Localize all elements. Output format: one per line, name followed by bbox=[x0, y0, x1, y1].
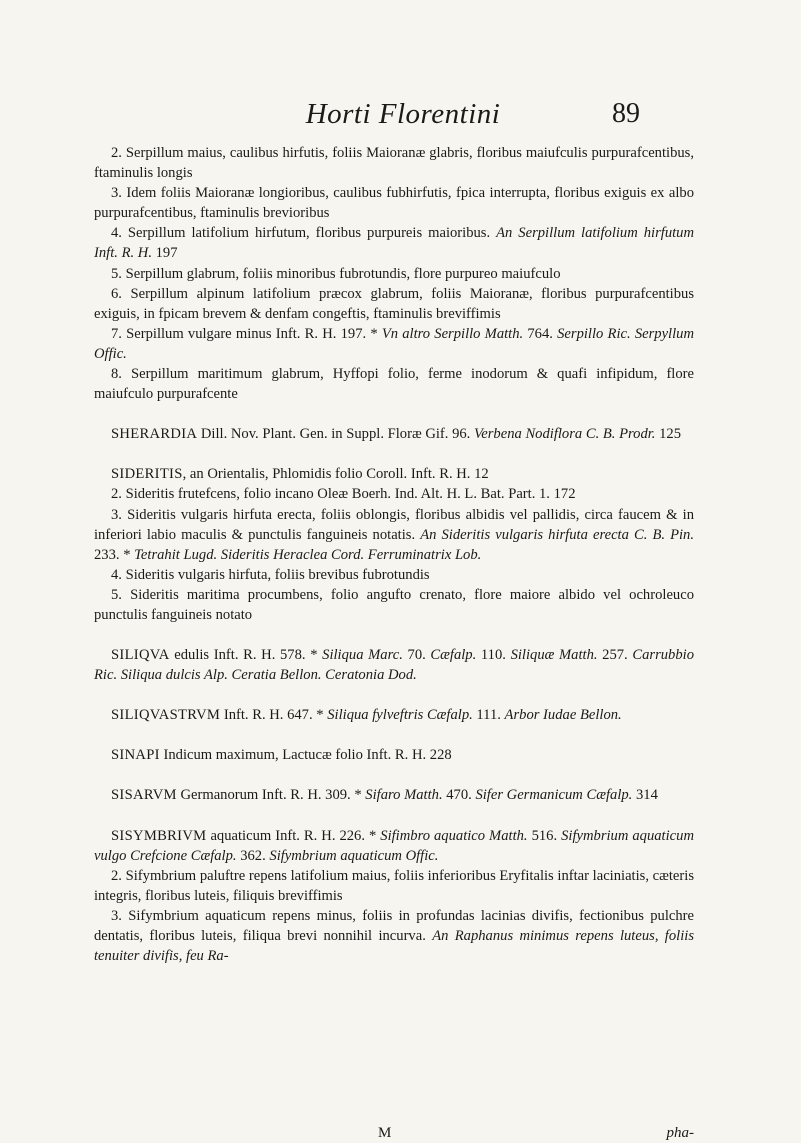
entry-text: 3. Idem foliis Maioranæ longioribus, caulibus fubhirfutis, fpica interrupta, floribus exiguis ex albo purpurafcentibus, ftaminulis brevioribus bbox=[94, 185, 694, 222]
italic-citation: Arbor Iudae Bellon. bbox=[504, 707, 622, 724]
species-entry bbox=[94, 223, 694, 263]
entry-text: 3. Sideritis vulgaris hirfuta erecta, foliis oblongis, floribus albidis vel pallidis, circa faucem & in inferiori labio maculis & punctulis fanguineis notatis. bbox=[94, 506, 694, 543]
running-title: Horti Florentini bbox=[305, 98, 501, 130]
entry-text: 4. Sideritis vulgaris hirfuta, foliis brevibus fubrotundis bbox=[111, 566, 430, 583]
entry-text: Indicum maximum, Lactucæ folio Inft. R. H. 228 bbox=[159, 747, 452, 764]
italic-citation: Sifymbrium aquaticum vulgo Crefcione Cæfalp. bbox=[94, 827, 694, 864]
italic-citation: Siliqua fylveftris Cæfalp. bbox=[327, 707, 473, 724]
genus-name: SINAPI bbox=[111, 747, 160, 764]
species-entry bbox=[94, 324, 694, 364]
italic-citation: An Sideritis vulgaris hirfuta erecta C. B. Pin. bbox=[420, 526, 695, 543]
genus-name: SIDERITIS bbox=[111, 466, 183, 483]
italic-citation: Verbena Nodiflora C. B. Prodr. bbox=[473, 426, 656, 443]
italic-citation: Carrubbio Ric. Siliqua dulcis Alp. Ceratia Bellon. Ceratonia Dod. bbox=[94, 647, 694, 684]
italic-citation: Serpillo Ric. Serpyllum Offic. bbox=[94, 325, 694, 362]
genus-entry bbox=[94, 464, 694, 484]
species-entry bbox=[94, 183, 694, 223]
italic-citation: Siliqua Marc. bbox=[322, 647, 403, 664]
italic-citation: Sifymbrium aquaticum Offic. bbox=[269, 847, 439, 864]
entry-text: 5. Serpillum glabrum, foliis minoribus fubrotundis, flore purpureo maiufculo bbox=[111, 265, 561, 282]
entry-text: 111. bbox=[472, 707, 505, 724]
species-entry bbox=[94, 585, 694, 625]
entry-text: 764. bbox=[523, 325, 558, 342]
signature-mark: M bbox=[378, 1125, 392, 1141]
genus-name: SILIQVA bbox=[111, 647, 170, 664]
genus-name: SHERARDIA bbox=[111, 426, 198, 443]
species-entry bbox=[94, 484, 694, 504]
species-entry bbox=[94, 565, 694, 585]
genus-name: SILIQVASTRVM bbox=[111, 707, 221, 724]
genus-name: SISARVM bbox=[111, 787, 177, 804]
italic-citation: Tetrahit Lugd. Sideritis Heraclea Cord. Ferruminatrix Lob. bbox=[134, 546, 482, 563]
entry-text: 470. bbox=[442, 787, 476, 804]
catchword: pha- bbox=[666, 1125, 694, 1141]
species-entry bbox=[94, 143, 694, 183]
entry-text: aquaticum Inft. R. H. 226. * bbox=[206, 827, 381, 844]
species-entry bbox=[94, 264, 694, 284]
entry-text: 516. bbox=[527, 827, 562, 844]
entry-text: 314 bbox=[632, 787, 658, 804]
entry-text: 233. * bbox=[94, 546, 135, 563]
entry-text: Inft. R. H. 647. * bbox=[220, 707, 328, 724]
italic-citation: An Serpillum latifolium hirfutum Inft. R. H. bbox=[94, 225, 695, 262]
entry-text: , an Orientalis, Phlomidis folio Coroll. Inft. R. H. 12 bbox=[182, 466, 489, 483]
genus-entry bbox=[94, 424, 694, 444]
genus-entry bbox=[94, 745, 694, 765]
entry-text: 110. bbox=[476, 647, 511, 664]
entry-text: 125 bbox=[655, 426, 681, 443]
entry-text: 2. Sifymbrium paluftre repens latifolium maius, foliis inferioribus Eryfitalis inftar laciniatis, cæteris integris, floribus luteis, filiquis breviffimis bbox=[94, 867, 694, 904]
page-footer bbox=[94, 1123, 694, 1143]
genus-name: SISYMBRIVM bbox=[111, 827, 207, 844]
italic-citation: An Raphanus minimus repens luteus, foliis tenuiter divifis, feu Ra- bbox=[94, 928, 694, 965]
italic-citation: Sifaro Matth. bbox=[365, 787, 443, 804]
species-entry bbox=[94, 505, 694, 565]
italic-citation: Sifer Germanicum Cæfalp. bbox=[475, 787, 633, 804]
italic-citation: Siliquæ Matth. bbox=[510, 647, 598, 664]
entry-text: Dill. Nov. Plant. Gen. in Suppl. Floræ Gif. 96. bbox=[197, 426, 474, 443]
italic-citation: Sifimbro aquatico Matth. bbox=[380, 827, 528, 844]
entry-text: 6. Serpillum alpinum latifolium præcox glabrum, foliis Maioranæ, floribus purpurafcentibus exiguis, in fpicam brevem & denfam congeftis, ftaminulis breviffimis bbox=[94, 285, 694, 322]
entry-text: 8. Serpillum maritimum glabrum, Hyffopi folio, ferme inodorum & quafi infipidum, flore maiufculo purpurafcente bbox=[94, 366, 694, 403]
entry-text: edulis Inft. R. H. 578. * bbox=[169, 647, 323, 664]
species-entry bbox=[94, 906, 694, 966]
genus-entry bbox=[94, 645, 694, 685]
page-number: 89 bbox=[612, 98, 640, 129]
entry-text: Germanorum Inft. R. H. 309. * bbox=[176, 787, 366, 804]
entry-text: 7. Serpillum vulgare minus Inft. R. H. 197. * bbox=[111, 325, 382, 342]
entry-text: 5. Sideritis maritima procumbens, folio angufto crenato, flore maiore albido vel ochroleuco punctulis fanguineis notato bbox=[94, 586, 694, 623]
entry-text: 3. Sifymbrium aquaticum repens minus, foliis in profundas lacinias divifis, fectionibus pulchre dentatis, floribus luteis, filiqua brevi nonnihil incurva. bbox=[94, 907, 694, 944]
species-entry bbox=[94, 364, 694, 404]
genus-entry bbox=[94, 785, 694, 805]
entry-text: 4. Serpillum latifolium hirfutum, floribus purpureis maioribus. bbox=[111, 225, 497, 242]
entry-text: 197 bbox=[151, 245, 178, 262]
species-entry bbox=[94, 866, 694, 906]
page-header bbox=[0, 98, 801, 138]
entry-text: 257. bbox=[597, 647, 633, 664]
body-text bbox=[94, 143, 695, 1141]
entry-text: 2. Serpillum maius, caulibus hirfutis, foliis Maioranæ glabris, floribus maiufculis purpurafcentibus, ftaminulis longis bbox=[94, 145, 694, 182]
species-entry bbox=[94, 284, 694, 324]
italic-citation: Vn altro Serpillo Matth. bbox=[381, 325, 524, 342]
genus-entry bbox=[94, 705, 694, 725]
entry-text: 362. bbox=[236, 847, 270, 864]
italic-citation: Cæfalp. bbox=[430, 647, 477, 664]
entry-text: 2. Sideritis frutefcens, folio incano Oleæ Boerh. Ind. Alt. H. L. Bat. Part. 1. 172 bbox=[111, 486, 576, 503]
genus-entry bbox=[94, 826, 694, 866]
entry-text: 70. bbox=[402, 647, 431, 664]
